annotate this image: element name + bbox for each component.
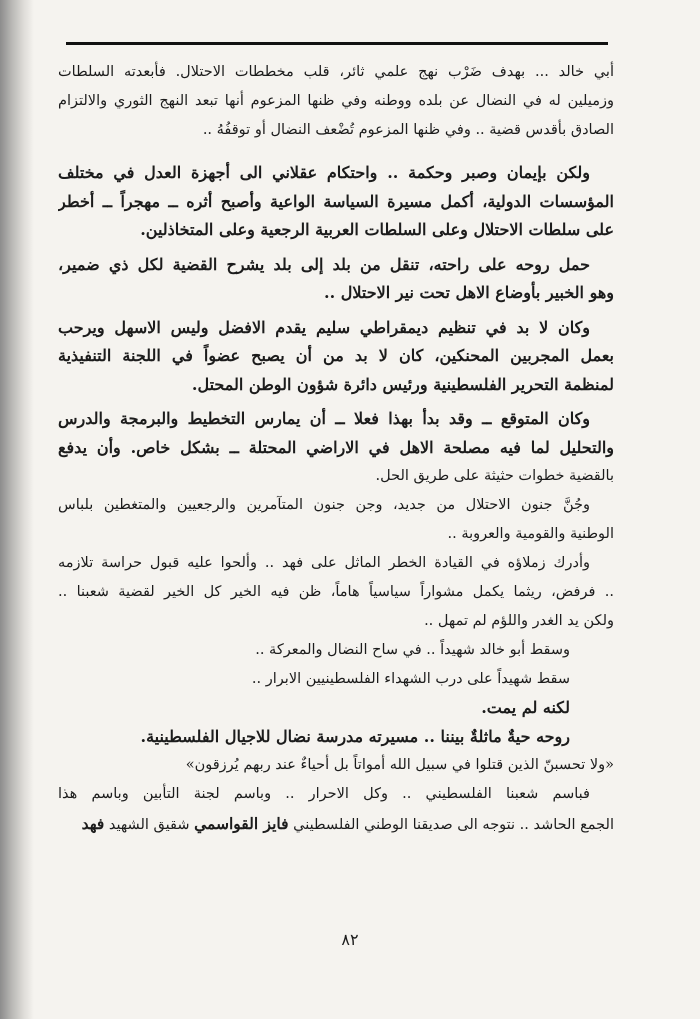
text-line: على سلطات الاحتلال وعلى السلطات العربية الرجعية وعلى المتخاذلين.: [140, 220, 614, 239]
martyr-name: فهد: [81, 814, 105, 833]
binding-gutter-shadow: [0, 0, 34, 1019]
text-line: روحه حيةٌ ماثلةٌ بيننا .. مسيرته مدرسة نضال للاجيال الفلسطينية.: [140, 726, 570, 746]
text-line: فباسم شعبنا الفلسطيني .. وكل الاحرار .. وباسم لجنة التأبين وباسم هذا: [58, 786, 590, 802]
quran-quote-line: «ولا تحسبنّ الذين قتلوا في سبيل الله أمواتاً بل أحياءٌ عند ربهم يُرزقون»: [185, 757, 614, 773]
text-line: والتحليل لما فيه مصلحة الاهل في الاراضي المحتلة ــ بشكل خاص. وأن يدفع: [58, 437, 614, 457]
text-line: .. فرفض، ريثما يكمل مشواراً سياسياً هاماً، ظن فيه الخير كل الخير لقضية شعبنا ..: [58, 584, 614, 600]
paragraph: [58, 694, 614, 751]
text-line: وأدرك زملاؤه في القيادة الخطر الماثل على فهد .. وألحوا عليه قبول حراسة تلازمه: [58, 555, 590, 571]
text-line: وكان لا بد في تنظيم ديمقراطي سليم يقدم الافضل وليس الاسهل ويرحب: [58, 317, 590, 337]
paragraph: [58, 251, 614, 308]
page-number: ٨٢: [341, 930, 359, 949]
paragraph: [58, 549, 614, 636]
text-line: أبي خالد ... بهدف ضَرْب نهج علمي ثائر، قلب مخططات الاحتلال. فأبعدته السلطات: [58, 64, 614, 80]
text-line: بالقضية خطوات حثيثة على طريق الحل.: [375, 468, 614, 484]
paragraph: [58, 159, 614, 245]
text-line: لمنظمة التحرير الفلسطينية ورئيس دائرة شؤون الوطن المحتل.: [191, 374, 614, 394]
text-line: بعمل المجربين المحنكين، كان لا بد من أن يصبح عضواً في اللجنة التنفيذية: [58, 346, 614, 365]
header-rule: [66, 42, 608, 45]
text-line: وجُنَّ جنون الاحتلال من جديد، وجن جنون المتآمرين والرجعيين والمتغطين بلباس: [58, 497, 590, 513]
paragraph: [58, 405, 614, 491]
text-line-segment: شقيق الشهيد: [108, 817, 190, 833]
person-name: فايز القواسمي: [194, 814, 289, 833]
text-line: وكان المتوقع ــ وقد بدأ بهذا فعلا ــ أن يمارس التخطيط والبرمجة والدرس: [58, 409, 590, 428]
text-line: وسقط أبو خالد شهيداً .. في ساح النضال والمعركة ..: [255, 642, 570, 658]
text-line: ولكن يد الغدر واللؤم لم تمهل ..: [424, 613, 614, 629]
text-line: الوطنية والقومية والعروبة ..: [447, 526, 614, 542]
page-body-text: [58, 58, 614, 840]
text-line: الصادق بأقدس قضية .. وفي ظنها المزعوم تُضْعف النضال أو توقفُهُ ..: [202, 122, 614, 138]
text-line: لكنه لم يمت.: [481, 698, 570, 717]
paragraph: [58, 491, 614, 549]
paragraph: [58, 636, 614, 694]
paragraph: [58, 751, 614, 840]
text-line-segment: الجمع الحاشد .. نتوجه الى صديقنا الوطني الفلسطيني: [293, 817, 614, 833]
text-line: وهو الخبير بأوضاع الاهل تحت نير الاحتلال ..: [324, 283, 614, 302]
text-line: [58, 809, 614, 840]
text-line: ولكن بإيمان وصبر وحكمة .. واحتكام عقلاني الى أجهزة العدل في مختلف: [58, 163, 590, 182]
text-line: وزميلين له في النضال عن بلده ووطنه وفي ظنها المزعوم أنها تبعد النهج الثوري والالتزام: [58, 93, 614, 109]
paragraph: [58, 314, 614, 400]
text-line: حمل روحه على راحته، تنقل من بلد إلى بلد يشرح القضية لكل ذي ضمير،: [58, 254, 590, 274]
text-line: المؤسسات الدولية، أكمل مسيرة السياسة الواعية وأصبح أثره ــ مهجراً ــ أخطر: [58, 191, 614, 211]
text-line: سقط شهيداً على درب الشهداء الفلسطينيين الابرار ..: [251, 671, 570, 687]
paragraph: [58, 58, 614, 145]
